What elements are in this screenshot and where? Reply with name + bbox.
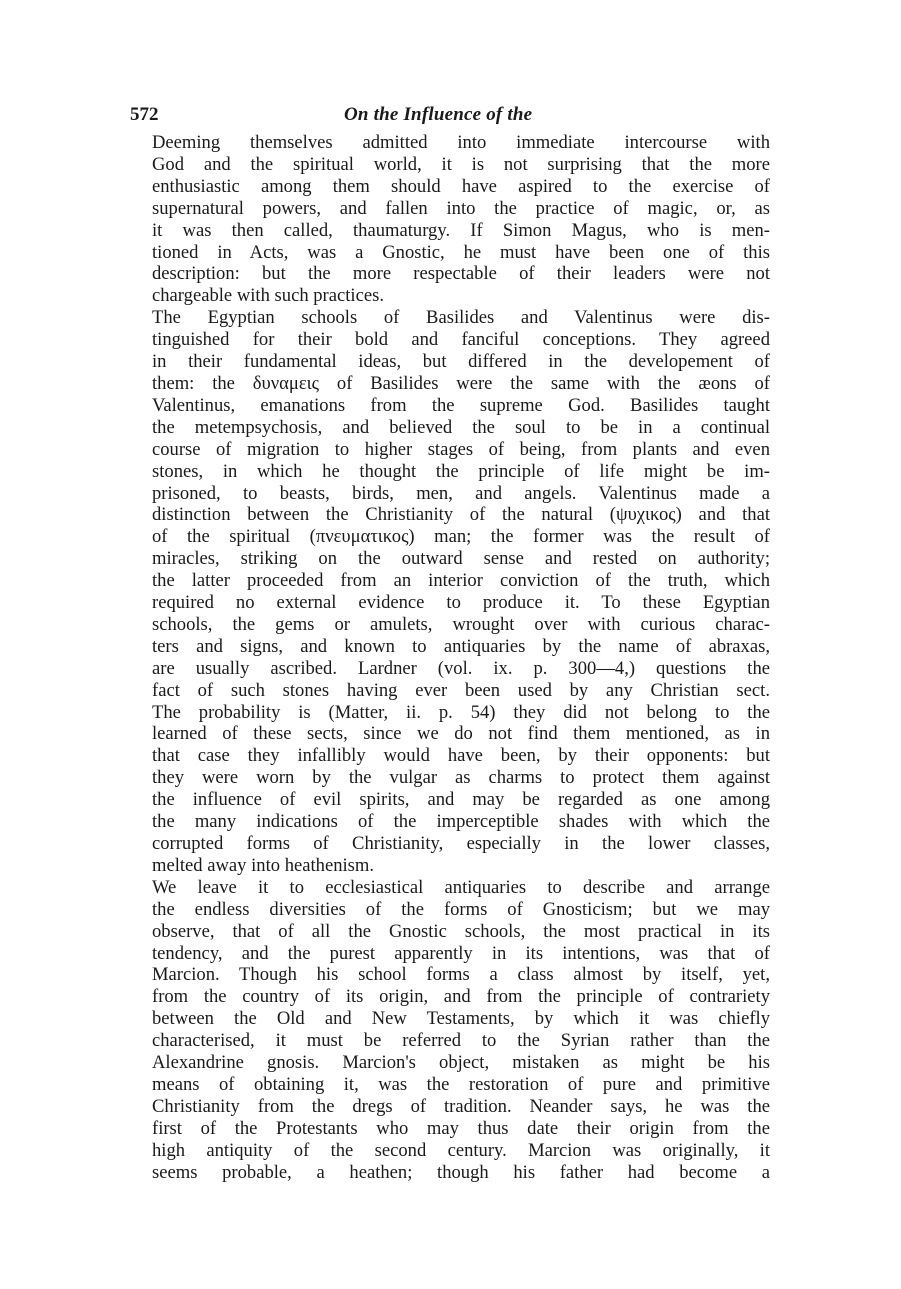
text-line: supernatural powers, and fallen into the practice of magic, or, as [152, 197, 770, 219]
text-line: We leave it to ecclesiastical antiquaries to describe and arrange [152, 876, 770, 898]
text-line: Valentinus, emanations from the supreme God. Basilides taught [152, 394, 770, 416]
text-line: distinction between the Christianity of the natural (ψυχικος) and that [152, 504, 770, 526]
text-line: required no external evidence to produce it. To these Egyptian [152, 592, 770, 614]
text-line: the metempsychosis, and believed the soul to be in a continual [152, 416, 770, 438]
page-number: 572 [130, 104, 159, 125]
text-line: The probability is (Matter, ii. p. 54) they did not belong to the [152, 701, 770, 723]
text-line: observe, that of all the Gnostic schools, the most practical in its [152, 920, 770, 942]
text-line: the influence of evil spirits, and may be regarded as one among [152, 789, 770, 811]
text-line: schools, the gems or amulets, wrought over with curious charac- [152, 613, 770, 635]
text-line: melted away into heathenism. [152, 854, 375, 876]
text-line: Marcion. Though his school forms a class almost by itself, yet, [152, 964, 770, 986]
text-line: Deeming themselves admitted into immediate intercourse with [152, 132, 770, 153]
text-line: stones, in which he thought the principle of life might be im- [152, 460, 770, 482]
text-line: enthusiastic among them should have aspired to the exercise of [152, 175, 770, 197]
text-line: tendency, and the purest apparently in its intentions, was that of [152, 942, 770, 964]
text-line: description: but the more respectable of their leaders were not [152, 263, 770, 285]
text-line: that case they infallibly would have been, by their opponents: but [152, 745, 770, 767]
page-header [130, 104, 770, 130]
text-line: God and the spiritual world, it is not surprising that the more [152, 153, 770, 175]
text-line: Alexandrine gnosis. Marcion's object, mistaken as might be his [152, 1052, 770, 1074]
text-line: learned of these sects, since we do not find them mentioned, as in [152, 723, 770, 745]
text-line: in their fundamental ideas, but differed in the developement of [152, 351, 770, 373]
text-line: high antiquity of the second century. Marcion was originally, it [152, 1139, 770, 1161]
paragraph-3 [130, 877, 770, 1184]
text-line: course of migration to higher stages of being, from plants and even [152, 438, 770, 460]
text-line: The Egyptian schools of Basilides and Valentinus were dis- [152, 307, 770, 329]
text-line: from the country of its origin, and from the principle of contrariety [152, 986, 770, 1008]
text-line: seems probable, a heathen; though his father had become a [152, 1161, 770, 1183]
text-line: them: the δυναμεις of Basilides were the same with the æons of [152, 372, 770, 394]
text-line: characterised, it must be referred to the Syrian rather than the [152, 1030, 770, 1052]
text-line: prisoned, to beasts, birds, men, and angels. Valentinus made a [152, 482, 770, 504]
text-line: Christianity from the dregs of tradition. Neander says, he was the [152, 1095, 770, 1117]
text-line: first of the Protestants who may thus date their origin from the [152, 1117, 770, 1139]
text-line: corrupted forms of Christianity, especially in the lower classes, [152, 833, 770, 854]
text-line: the many indications of the imperceptible shades with which the [152, 811, 770, 833]
text-line: of the spiritual (πνευματικος) man; the former was the result of [152, 526, 770, 548]
text-line: it was then called, thaumaturgy. If Simon Magus, who is men- [152, 219, 770, 241]
text-line: between the Old and New Testaments, by which it was chiefly [152, 1008, 770, 1030]
text-line: are usually ascribed. Lardner (vol. ix. p. 300—4,) questions the [152, 657, 770, 679]
text-line: means of obtaining it, was the restoration of pure and primitive [152, 1073, 770, 1095]
text-line: miracles, striking on the outward sense and rested on authority; [152, 548, 770, 570]
paragraph-1 [130, 132, 770, 307]
running-head: On the Influence of the [344, 104, 533, 125]
text-line: tioned in Acts, was a Gnostic, he must have been one of this [152, 241, 770, 263]
text-line: the endless diversities of the forms of Gnosticism; but we may [152, 898, 770, 920]
body-text [130, 132, 770, 1184]
text-line: fact of such stones having ever been used by any Christian sect. [152, 679, 770, 701]
text-line: chargeable with such practices. [152, 285, 384, 307]
paragraph-2 [130, 307, 770, 877]
text-line: tinguished for their bold and fanciful conceptions. They agreed [152, 329, 770, 351]
text-line: they were worn by the vulgar as charms to protect them against [152, 767, 770, 789]
text-line: ters and signs, and known to antiquaries by the name of abraxas, [152, 635, 770, 657]
document-page [130, 104, 770, 1184]
text-line: the latter proceeded from an interior conviction of the truth, which [152, 570, 770, 592]
